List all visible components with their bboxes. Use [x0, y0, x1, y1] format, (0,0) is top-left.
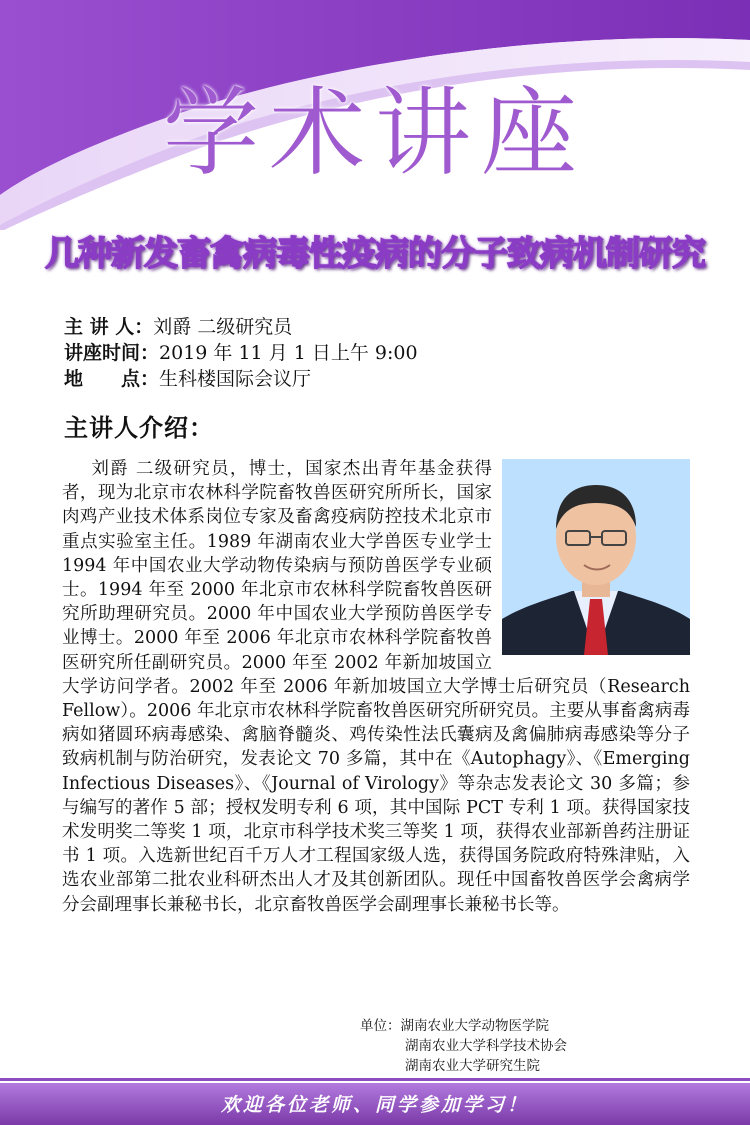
- signature-row-1: [360, 1016, 567, 1036]
- speaker-photo: [502, 459, 690, 655]
- intro-heading: 主讲人介绍：: [64, 414, 214, 442]
- organizer-signature: [360, 1016, 567, 1076]
- organizer-3: 湖南农业大学研究生院: [405, 1058, 540, 1074]
- organizer-2: 湖南农业大学科学技术协会: [405, 1038, 567, 1054]
- organizer-1: 湖南农业大学动物医学院: [400, 1018, 549, 1034]
- bio-text: 刘爵 二级研究员，博士，国家杰出青年基金获得者，现为北京市农林科学院畜牧兽医研究所所长，国家肉鸡产业技术体系岗位专家及畜禽疫病防控技术北京市重点实验室主任。1989 年湖南农业大学兽医专业学士 1994 年中国农业大学动物传染病与预防兽医学专业硕士。1994 年至 2000 年北京市农林科学院畜牧兽医研究所助理研究员。2000 年中国农业大学预防兽医学专业博士。2000 年至 2006 年北京市农林科学院畜牧兽医研究所任副研究员。2000 年至 2002 年新加坡国立大学访问学者。2002 年至 2006 年新加坡国立大学博士后研究员（Research Fellow）。2006 年北京市农林科学院畜牧兽医研究所研究员。主要从事畜禽病毒病如猪圆环病毒感染、禽脑脊髓炎、鸡传染性法氏囊病及禽偏肺病毒感染等分子致病机制与防治研究，发表论文 70 多篇，其中在《Autophagy》、《Emerging Infectious Diseases》、《Journal of Virology》等杂志发表论文 30 多篇；参与编写的著作 5 部；授权发明专利 6 项，其中国际 PCT 专利 1 项。获得国家技术发明奖二等奖 1 项，北京市科学技术奖三等奖 1 项，获得农业部新兽药注册证书 1 项。入选新世纪百千万人才工程国家级人选，获得国务院政府特殊津贴，入选农业部第二批农业科研杰出人才及其创新团队。现任中国畜牧兽医学会禽病学分会副理事长兼秘书长，北京畜牧兽医学会副理事长兼秘书长等。: [62, 459, 690, 915]
- speaker-row: [64, 314, 418, 340]
- speaker-portrait-image: [502, 459, 690, 655]
- speaker-label: 主 讲 人：: [64, 316, 154, 338]
- time-row: [64, 340, 418, 366]
- time-value: 2019 年 11 月 1 日上午 9:00: [159, 342, 418, 364]
- footer-welcome-text: 欢迎各位老师、同学参加学习！: [220, 1094, 529, 1116]
- speaker-bio: [62, 457, 690, 917]
- time-label: 讲座时间：: [64, 342, 160, 364]
- signature-row-3: [360, 1056, 567, 1076]
- speaker-value: 刘爵 二级研究员: [153, 316, 293, 338]
- lecture-subtitle: 几种新发畜禽病毒性疫病的分子致病机制研究: [45, 234, 705, 274]
- lecture-info: [64, 314, 418, 392]
- place-value: 生科楼国际会议厅: [159, 368, 312, 390]
- signature-row-2: [360, 1036, 567, 1056]
- place-row: [64, 366, 418, 392]
- footer-divider: [0, 1078, 750, 1081]
- signature-label: 单位：: [360, 1018, 401, 1034]
- main-title: 学术讲座: [163, 77, 587, 189]
- place-label: 地 点：: [64, 368, 160, 390]
